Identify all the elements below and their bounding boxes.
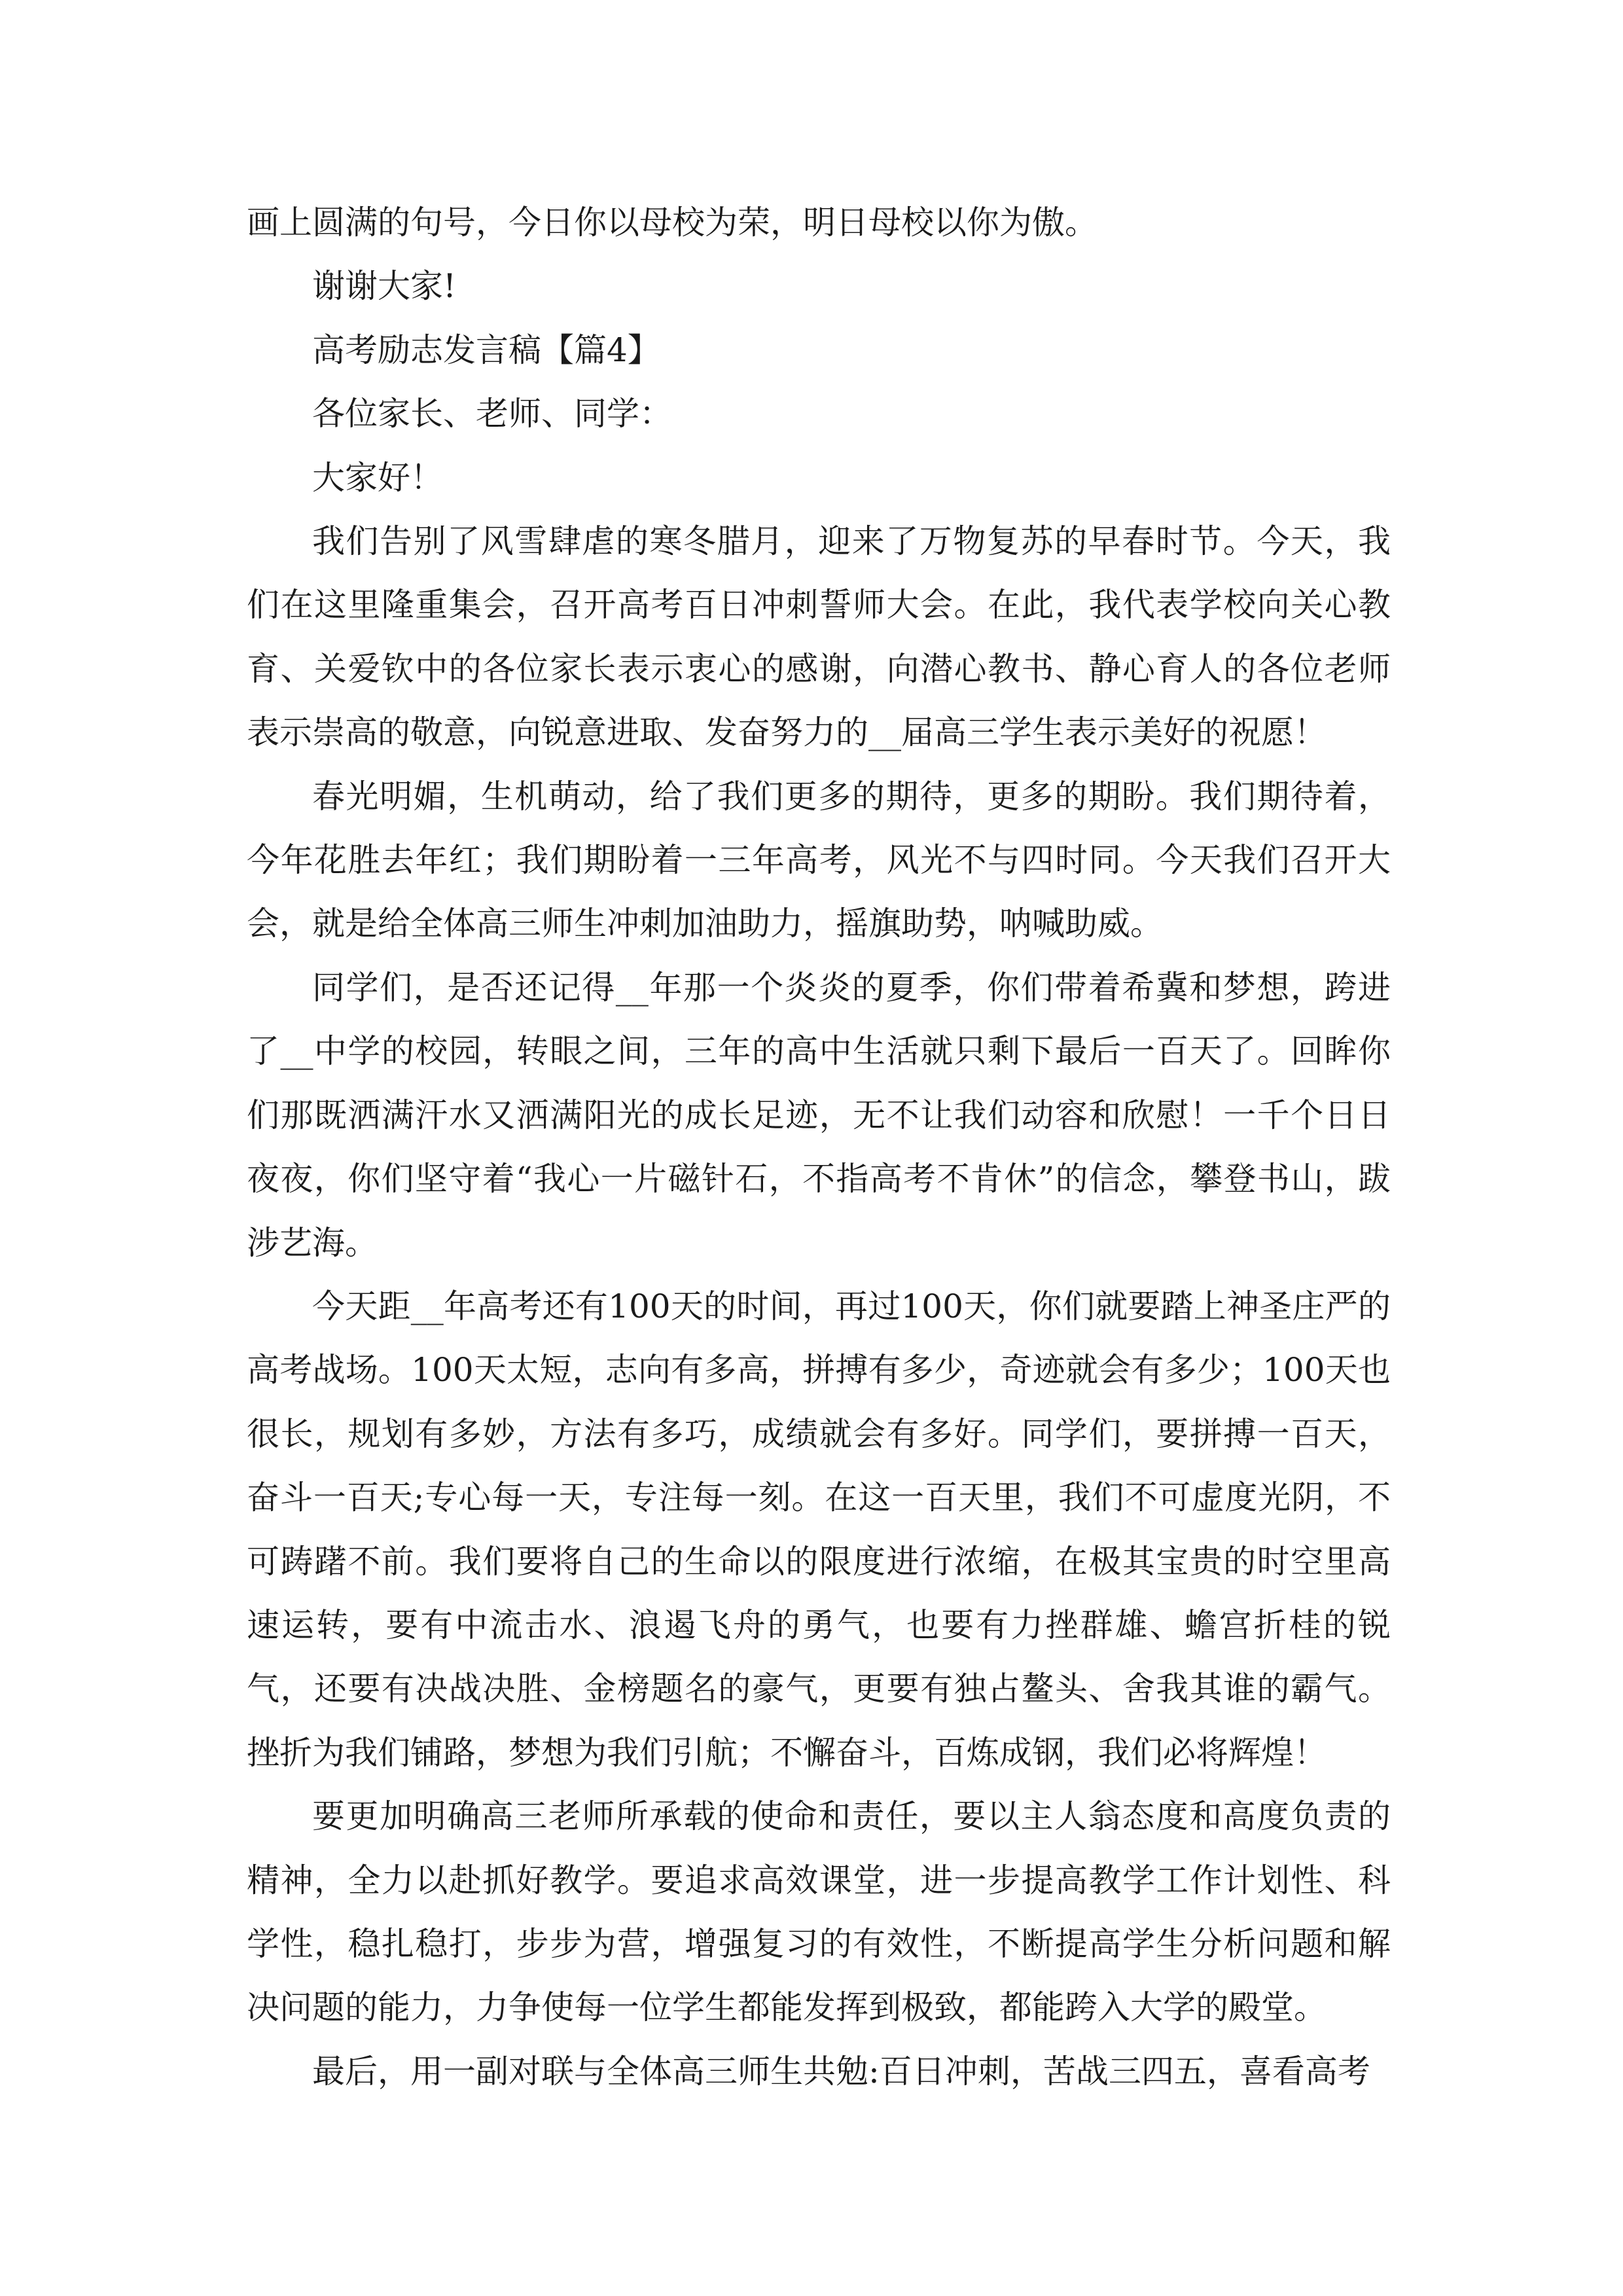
paragraph-continuation: 画上圆满的句号，今日你以母校为荣，明日母校以你为傲。 [247,204,1097,242]
paragraph-greeting: 大家好！ [312,458,443,497]
paragraph-body-4: 今天距__年高考还有100天的时间，再过100天，你们就要踏上神圣庄严的高考战场。100天太短，志向有多高，拼搏有多少，奇迹就会有多少；100天也很长，规划有多妙，方法有多巧，成绩就会有多好。同学们，要拼搏一百天，奋斗一百天;专心每一天，专注每一刻。在这一百天里，我们不可虚度光阴，不可踌躇不前。我们要将自己的生命以的限度进行浓缩，在极其宝贵的时空里高速运转，要有中流击水、浪遏飞舟的勇气，也要有力挫群雄、蟾宫折桂的锐气，还要有决战决胜、金榜题名的豪气，更要有独占鳌头、舍我其谁的霸气。挫折为我们铺路，梦想为我们引航；不懈奋斗，百炼成钢，我们必将辉煌！ [247,1287,1391,1772]
paragraph-body-5: 要更加明确高三老师所承载的使命和责任，要以主人翁态度和高度负责的精神，全力以赴抓好教学。要追求高效课堂，进一步提高教学工作计划性、科学性，稳扎稳打，步步为营，增强复习的有效性，不断提高学生分析问题和解决问题的能力，力争使每一位学生都能发挥到极致，都能跨入大学的殿堂。 [247,1797,1391,2027]
paragraph-salutation: 各位家长、老师、同学： [312,395,672,433]
paragraph-body-1: 我们告别了风雪肆虐的寒冬腊月，迎来了万物复苏的早春时节。今天，我们在这里隆重集会，召开高考百日冲刺誓师大会。在此，我代表学校向关心教育、关爱钦中的各位家长表示衷心的感谢，向潜心教书、静心育人的各位老师表示崇高的敬意，向锐意进取、发奋努力的__届高三学生表示美好的祝愿！ [247,522,1391,752]
document-body [247,191,1391,2104]
paragraph-thanks: 谢谢大家! [312,267,457,306]
paragraph-body-2: 春光明媚，生机萌动，给了我们更多的期待，更多的期盼。我们期待着，今年花胜去年红；我们期盼着一三年高考，风光不与四时同。今天我们召开大会，就是给全体高三师生冲刺加油助力，摇旗助势，呐喊助威。 [247,777,1391,943]
paragraph-body-6: 最后，用一副对联与全体高三师生共勉:百日冲刺，苦战三四五，喜看高考 [312,2052,1370,2090]
section-heading: 高考励志发言稿【篇4】 [312,331,660,369]
paragraph-body-3: 同学们，是否还记得__年那一个炎炎的夏季，你们带着希冀和梦想，跨进了__中学的校园，转眼之间，三年的高中生活就只剩下最后一百天了。回眸你们那既洒满汗水又洒满阳光的成长足迹，无不让我们动容和欣慰！一千个日日夜夜，你们坚守着“我心一片磁针石，不指高考不肯休”的信念，攀登书山，跋涉艺海。 [247,968,1391,1262]
